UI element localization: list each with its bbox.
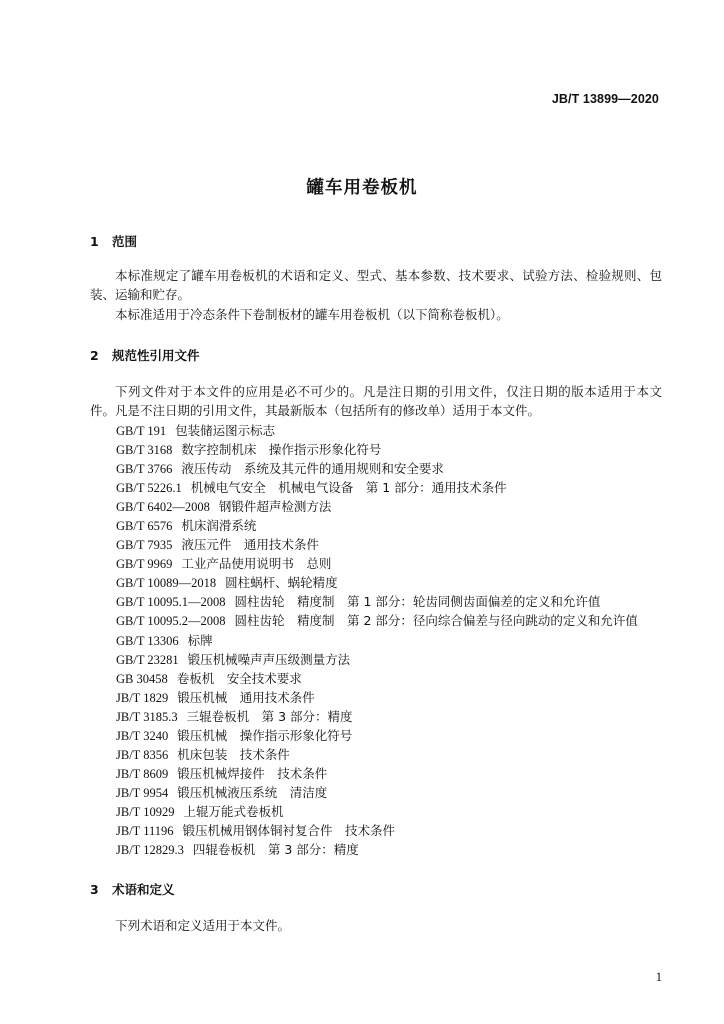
reference-list bbox=[116, 421, 638, 859]
section-2-heading bbox=[90, 346, 200, 364]
reference-code: JB/T 8356 bbox=[116, 747, 169, 762]
reference-code: GB/T 10089—2018 bbox=[116, 576, 217, 591]
page-number: 1 bbox=[655, 970, 662, 984]
reference-code: GB/T 3168 bbox=[116, 443, 173, 458]
standard-number: JB/T 13899—2020 bbox=[551, 92, 659, 106]
section-1-heading bbox=[90, 232, 137, 250]
section-3-heading bbox=[90, 880, 175, 898]
reference-item bbox=[116, 421, 638, 440]
reference-title: 上辊万能式卷板机 bbox=[183, 803, 284, 819]
reference-item bbox=[116, 650, 638, 669]
reference-code: GB/T 23281 bbox=[116, 652, 179, 667]
reference-item bbox=[116, 821, 638, 840]
reference-title: 机械电气安全 机械电气设备 第 1 部分：通用技术条件 bbox=[190, 480, 507, 496]
reference-code: JB/T 8609 bbox=[116, 766, 169, 781]
reference-item bbox=[116, 611, 638, 630]
reference-code: JB/T 12829.3 bbox=[116, 843, 184, 858]
reference-title: 包装储运图示标志 bbox=[175, 423, 276, 438]
section-number: 2 bbox=[90, 348, 99, 363]
section-number: 1 bbox=[90, 234, 99, 249]
reference-item bbox=[116, 535, 638, 554]
reference-title: 四辊卷板机 第 3 部分：精度 bbox=[192, 842, 359, 858]
reference-item bbox=[116, 459, 638, 478]
reference-title: 机床润滑系统 bbox=[181, 518, 257, 534]
reference-item bbox=[116, 497, 638, 516]
reference-title: 圆柱齿轮 精度制 第 2 部分：径向综合偏差与径向跳动的定义和允许值 bbox=[234, 613, 638, 629]
reference-item bbox=[116, 516, 638, 535]
reference-title: 圆柱蜗杆、蜗轮精度 bbox=[225, 575, 338, 591]
reference-code: GB/T 5226.1 bbox=[116, 481, 182, 496]
reference-code: GB/T 6402—2008 bbox=[116, 500, 210, 515]
reference-code: JB/T 11196 bbox=[116, 823, 174, 838]
reference-item bbox=[116, 688, 638, 707]
reference-code: GB/T 191 bbox=[116, 424, 167, 438]
reference-item bbox=[116, 745, 638, 764]
reference-item bbox=[116, 783, 638, 802]
reference-title: 锻压机械焊接件 技术条件 bbox=[177, 765, 328, 781]
reference-item bbox=[116, 726, 638, 745]
reference-item bbox=[116, 440, 638, 459]
reference-item bbox=[116, 764, 638, 783]
reference-code: JB/T 3240 bbox=[116, 728, 169, 743]
reference-item bbox=[116, 707, 638, 726]
scope-paragraph-1: 本标准规定了罐车用卷板机的术语和定义、型式、基本参数、技术要求、试验方法、检验规则、包装、运输和贮存。 bbox=[90, 268, 662, 302]
reference-title: 锻压机械 通用技术条件 bbox=[177, 689, 315, 705]
reference-item bbox=[116, 573, 638, 592]
scope-paragraph-2: 本标准适用于冷态条件下卷制板材的罐车用卷板机（以下简称卷板机）。 bbox=[115, 307, 509, 322]
reference-code: JB/T 3185.3 bbox=[116, 709, 178, 724]
reference-title: 锻压机械液压系统 清洁度 bbox=[177, 784, 328, 800]
section-title: 规范性引用文件 bbox=[112, 348, 200, 363]
reference-code: GB/T 7935 bbox=[116, 538, 173, 553]
reference-title: 液压元件 通用技术条件 bbox=[181, 537, 319, 553]
section-title: 范围 bbox=[112, 234, 138, 249]
reference-item bbox=[116, 669, 638, 688]
reference-item bbox=[116, 592, 638, 611]
reference-code: GB/T 10095.2—2008 bbox=[116, 614, 226, 629]
reference-item bbox=[116, 631, 638, 650]
reference-code: GB 30458 bbox=[116, 671, 168, 686]
reference-title: 圆柱齿轮 精度制 第 1 部分：轮齿同侧齿面偏差的定义和允许值 bbox=[234, 594, 601, 610]
reference-title: 工业产品使用说明书 总则 bbox=[181, 556, 332, 572]
reference-code: GB/T 3766 bbox=[116, 462, 173, 477]
reference-code: JB/T 9954 bbox=[116, 785, 169, 800]
reference-item bbox=[116, 840, 638, 859]
section-number: 3 bbox=[90, 882, 99, 897]
reference-title: 锻压机械用钢体铜衬复合件 技术条件 bbox=[182, 822, 396, 838]
reference-title: 锻压机械噪声声压级测量方法 bbox=[187, 651, 351, 667]
reference-code: JB/T 10929 bbox=[116, 804, 175, 819]
reference-code: GB/T 6576 bbox=[116, 519, 173, 534]
reference-title: 锻压机械 操作指示形象化符号 bbox=[177, 727, 353, 743]
reference-code: GB/T 9969 bbox=[116, 557, 173, 572]
reference-code: JB/T 1829 bbox=[116, 690, 169, 705]
reference-item bbox=[116, 554, 638, 573]
reference-title: 液压传动 系统及其元件的通用规则和安全要求 bbox=[181, 461, 444, 477]
normative-references-intro: 下列文件对于本文件的应用是必不可少的。凡是注日期的引用文件，仅注日期的版本适用于本文件。凡是不注日期的引用文件，其最新版本（包括所有的修改单）适用于本文件。 bbox=[90, 384, 662, 418]
reference-title: 标牌 bbox=[187, 632, 213, 648]
reference-item bbox=[116, 478, 638, 497]
reference-title: 钢锻件超声检测方法 bbox=[218, 499, 332, 515]
reference-title: 卷板机 安全技术要求 bbox=[176, 670, 302, 686]
document-title: 罐车用卷板机 bbox=[306, 178, 418, 198]
reference-title: 数字控制机床 操作指示形象化符号 bbox=[181, 442, 382, 458]
reference-title: 三辊卷板机 第 3 部分：精度 bbox=[186, 708, 353, 724]
terms-intro: 下列术语和定义适用于本文件。 bbox=[115, 918, 291, 933]
reference-code: GB/T 10095.1—2008 bbox=[116, 595, 226, 610]
reference-code: GB/T 13306 bbox=[116, 633, 179, 648]
reference-item bbox=[116, 802, 638, 821]
section-title: 术语和定义 bbox=[112, 882, 175, 897]
reference-title: 机床包装 技术条件 bbox=[177, 746, 290, 762]
